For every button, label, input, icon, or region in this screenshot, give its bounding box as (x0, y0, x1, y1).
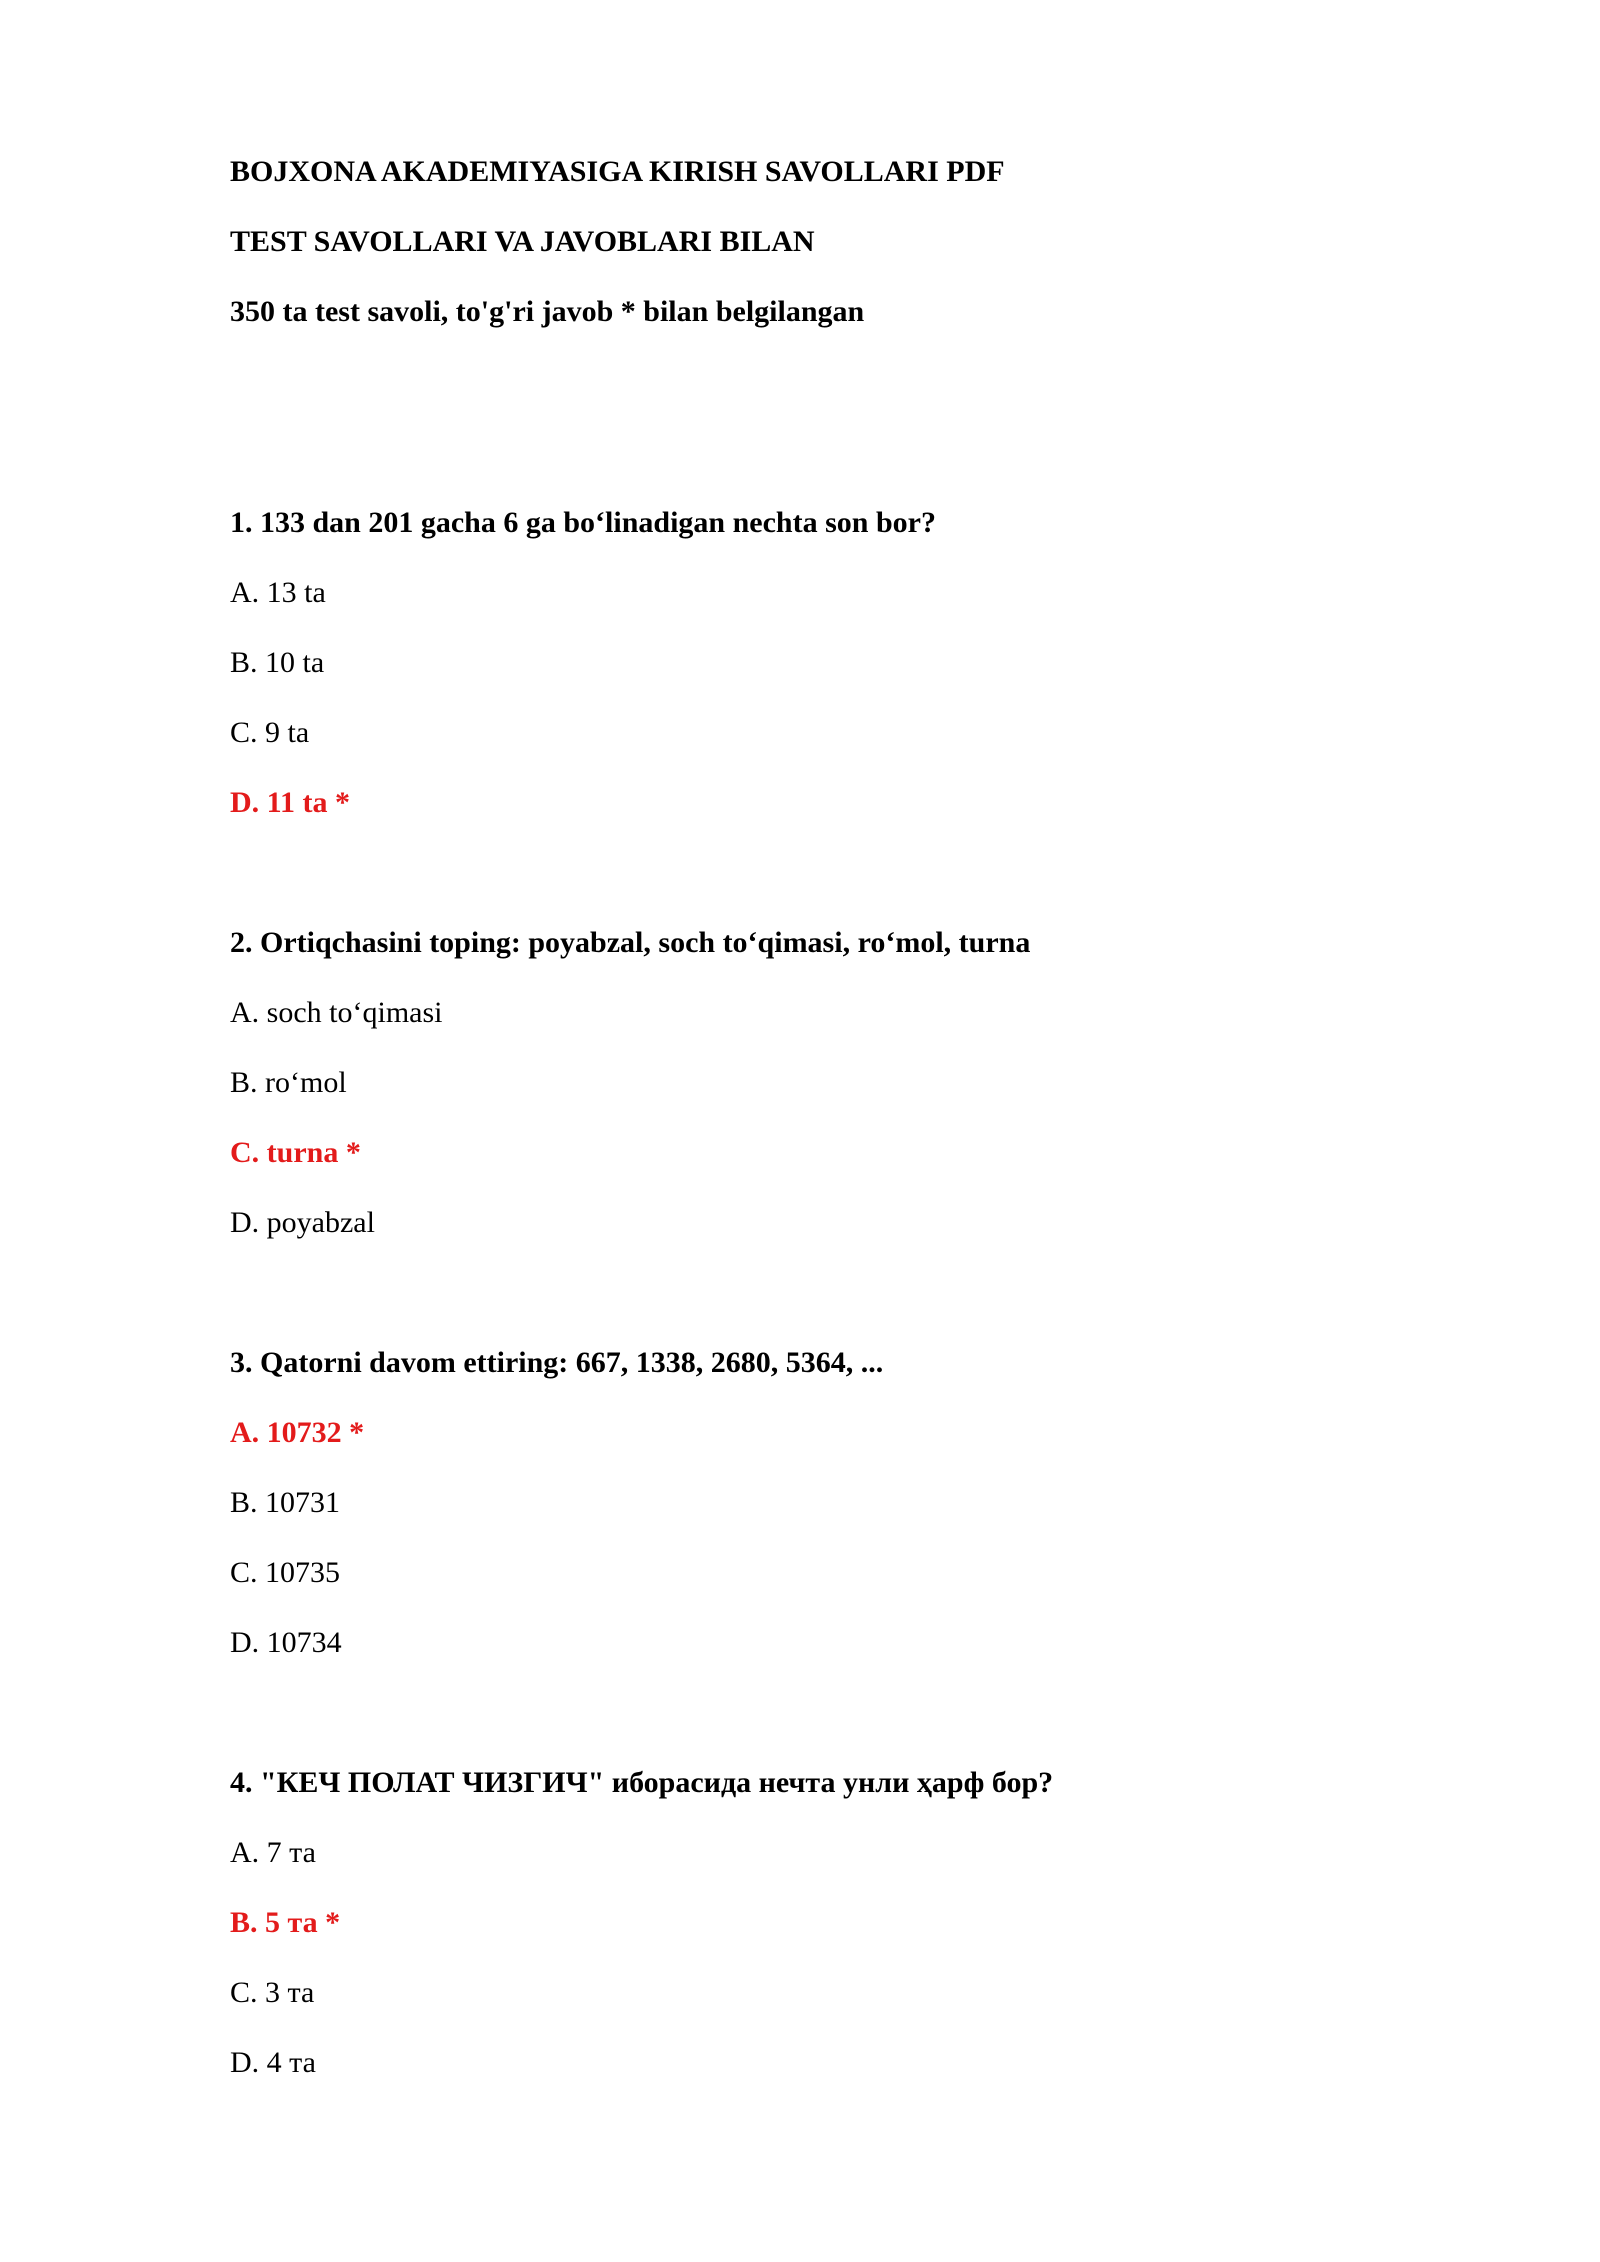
question-1-option-c: C. 9 ta (230, 716, 310, 749)
question-4-option-a: A. 7 та (230, 1836, 316, 1869)
question-2-option-a: A. soch to‘qimasi (230, 996, 443, 1029)
question-4-option-c: C. 3 та (230, 1976, 315, 2009)
question-3-text: 3. Qatorni davom ettiring: 667, 1338, 2680, 5364, ... (230, 1346, 884, 1379)
question-1-option-d-correct: D. 11 ta * (230, 786, 350, 819)
question-3-option-a-correct: A. 10732 * (230, 1416, 365, 1449)
question-2-option-b: B. ro‘mol (230, 1066, 347, 1099)
question-2-option-c-correct: C. turna * (230, 1136, 361, 1169)
question-4-option-b-correct: B. 5 та * (230, 1906, 341, 1939)
question-1-option-a: A. 13 ta (230, 576, 326, 609)
question-4-text: 4. "КЕЧ ПОЛАТ ЧИЗГИЧ" иборасида нечта унли ҳарф бор? (230, 1766, 1054, 1799)
question-1-text: 1. 133 dan 201 gacha 6 ga bo‘linadigan nechta son bor? (230, 506, 936, 539)
question-1-option-b: B. 10 ta (230, 646, 325, 679)
document-title-line-2: TEST SAVOLLARI VA JAVOBLARI BILAN (230, 225, 815, 258)
question-2-option-d: D. poyabzal (230, 1206, 375, 1239)
question-2-text: 2. Ortiqchasini toping: poyabzal, soch to‘qimasi, ro‘mol, turna (230, 926, 1031, 959)
document-title-line-1: BOJXONA AKADEMIYASIGA KIRISH SAVOLLARI PDF (230, 155, 1005, 188)
question-3-option-d: D. 10734 (230, 1626, 342, 1659)
question-3-option-b: B. 10731 (230, 1486, 341, 1519)
question-4-option-d: D. 4 та (230, 2046, 316, 2079)
question-3-option-c: C. 10735 (230, 1556, 341, 1589)
document-subtitle: 350 ta test savoli, to'g'ri javob * bilan belgilangan (230, 295, 865, 328)
